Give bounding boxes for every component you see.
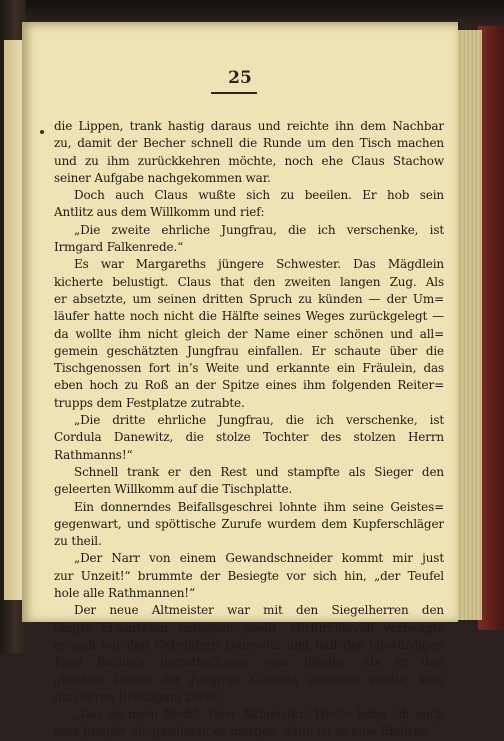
text-line: kicherte belustigt. Claus that den zweiten langen Zug. Als [54, 274, 444, 289]
text-line: Doch auch Claus wußte sich zu beeilen. Er hob sein [74, 188, 444, 203]
text-line: „Die zweite ehrliche Jungfrau, die ich verschenke, ist [74, 222, 444, 237]
text-line: Tischgenossen fort in’s Weite und erkannte ein Fräulein, das [54, 361, 444, 376]
text-line: Antlitz aus dem Willkomm und rief: [54, 205, 265, 220]
left-page-edge [4, 40, 22, 600]
text-line: da wollte ihm nicht gleich der Name einer schönen und all= [54, 326, 444, 341]
text-line: „Der Narr von einem Gewandschneider kommt mir just [74, 551, 444, 566]
text-line: Rathmanns!“ [54, 447, 133, 462]
text-line: Frau Barbara dienstbeflissen vom Pferde. Als er den [54, 655, 444, 670]
text-line: zu, damit der Becher schnell die Runde um den Tisch machen [54, 136, 444, 151]
text-line: gegenwart, und spöttische Zurufe wurdem dem Kupferschläger [54, 516, 444, 531]
text-line: eben hoch zu Roß an der Spitze eines ihm folgenden Reiter= [54, 378, 444, 393]
text-line: gleichen Dienst der Jungfrau Cordula erweisen wollte, kam [54, 672, 444, 687]
book-page [22, 22, 458, 739]
text-line: eine Jungfer ab, geschieht es morgen, dann ist es eine Ehefrau.“ [54, 724, 438, 739]
page-number: 25 [228, 68, 252, 88]
text-line: zu theil. [54, 534, 102, 549]
text-line: läufer hatte noch nicht die Hälfte seines Weges zurückgelegt — [54, 309, 444, 324]
text-line: Ein donnerndes Beifallsgeschrei lohnte ihm seine Geistes= [74, 499, 444, 514]
text-line: er absetzte, um seinen dritten Spruch zu künden — der Um= [54, 291, 444, 306]
page-number-rule [211, 92, 257, 94]
text-line: „Das ist mein Recht, Herr Altmeister! Heute hebe ich noch [74, 707, 444, 722]
text-line: längst Erwarteten entgegen geeilt, ehrfurchtsvoll verbeugte [54, 620, 444, 635]
text-line: Der neue Altmeister war mit den Siegelherren den [74, 603, 444, 618]
text-line: zur Unzeit!“ brummte der Besiegte vor sich hin, „der Teufel [54, 568, 444, 583]
text-line: Es war Margareths jüngere Schwester. Das Mägdlein [74, 257, 444, 272]
text-line: er sich vor den Gebrüdern Danewitz und half der lobwürdigen [54, 637, 444, 652]
text-line: ihm deren Bräutigam zuvor: [54, 689, 222, 704]
text-line: trupps dem Festplatze zutrabte. [54, 395, 245, 410]
text-line: Cordula Danewitz, die stolze Tochter des stolzen Herrn [54, 430, 444, 445]
text-line: und zu ihm zurückkehren möchte, noch ehe Claus Stachow [54, 153, 444, 168]
right-page-edges [456, 30, 485, 620]
text-line: „Die dritte ehrliche Jungfrau, die ich verschenke, ist [74, 413, 444, 428]
text-line: geleerten Willkomm auf die Tischplatte. [54, 482, 293, 497]
body-text [54, 118, 444, 741]
text-line: gemein geschätzten Jungfrau einfallen. Er schaute über die [54, 343, 444, 358]
margin-dot [40, 130, 44, 134]
text-line: die Lippen, trank hastig daraus und reichte ihn dem Nachbar [54, 119, 444, 133]
text-line: Schnell trank er den Rest und stampfte als Sieger den [74, 464, 444, 479]
book-top-shadow [0, 0, 504, 24]
text-line: seiner Aufgabe nachgekommen war. [54, 170, 271, 185]
text-line: hole alle Rathmannen!“ [54, 586, 195, 601]
text-line: Irmgard Falkenrede.“ [54, 240, 184, 255]
